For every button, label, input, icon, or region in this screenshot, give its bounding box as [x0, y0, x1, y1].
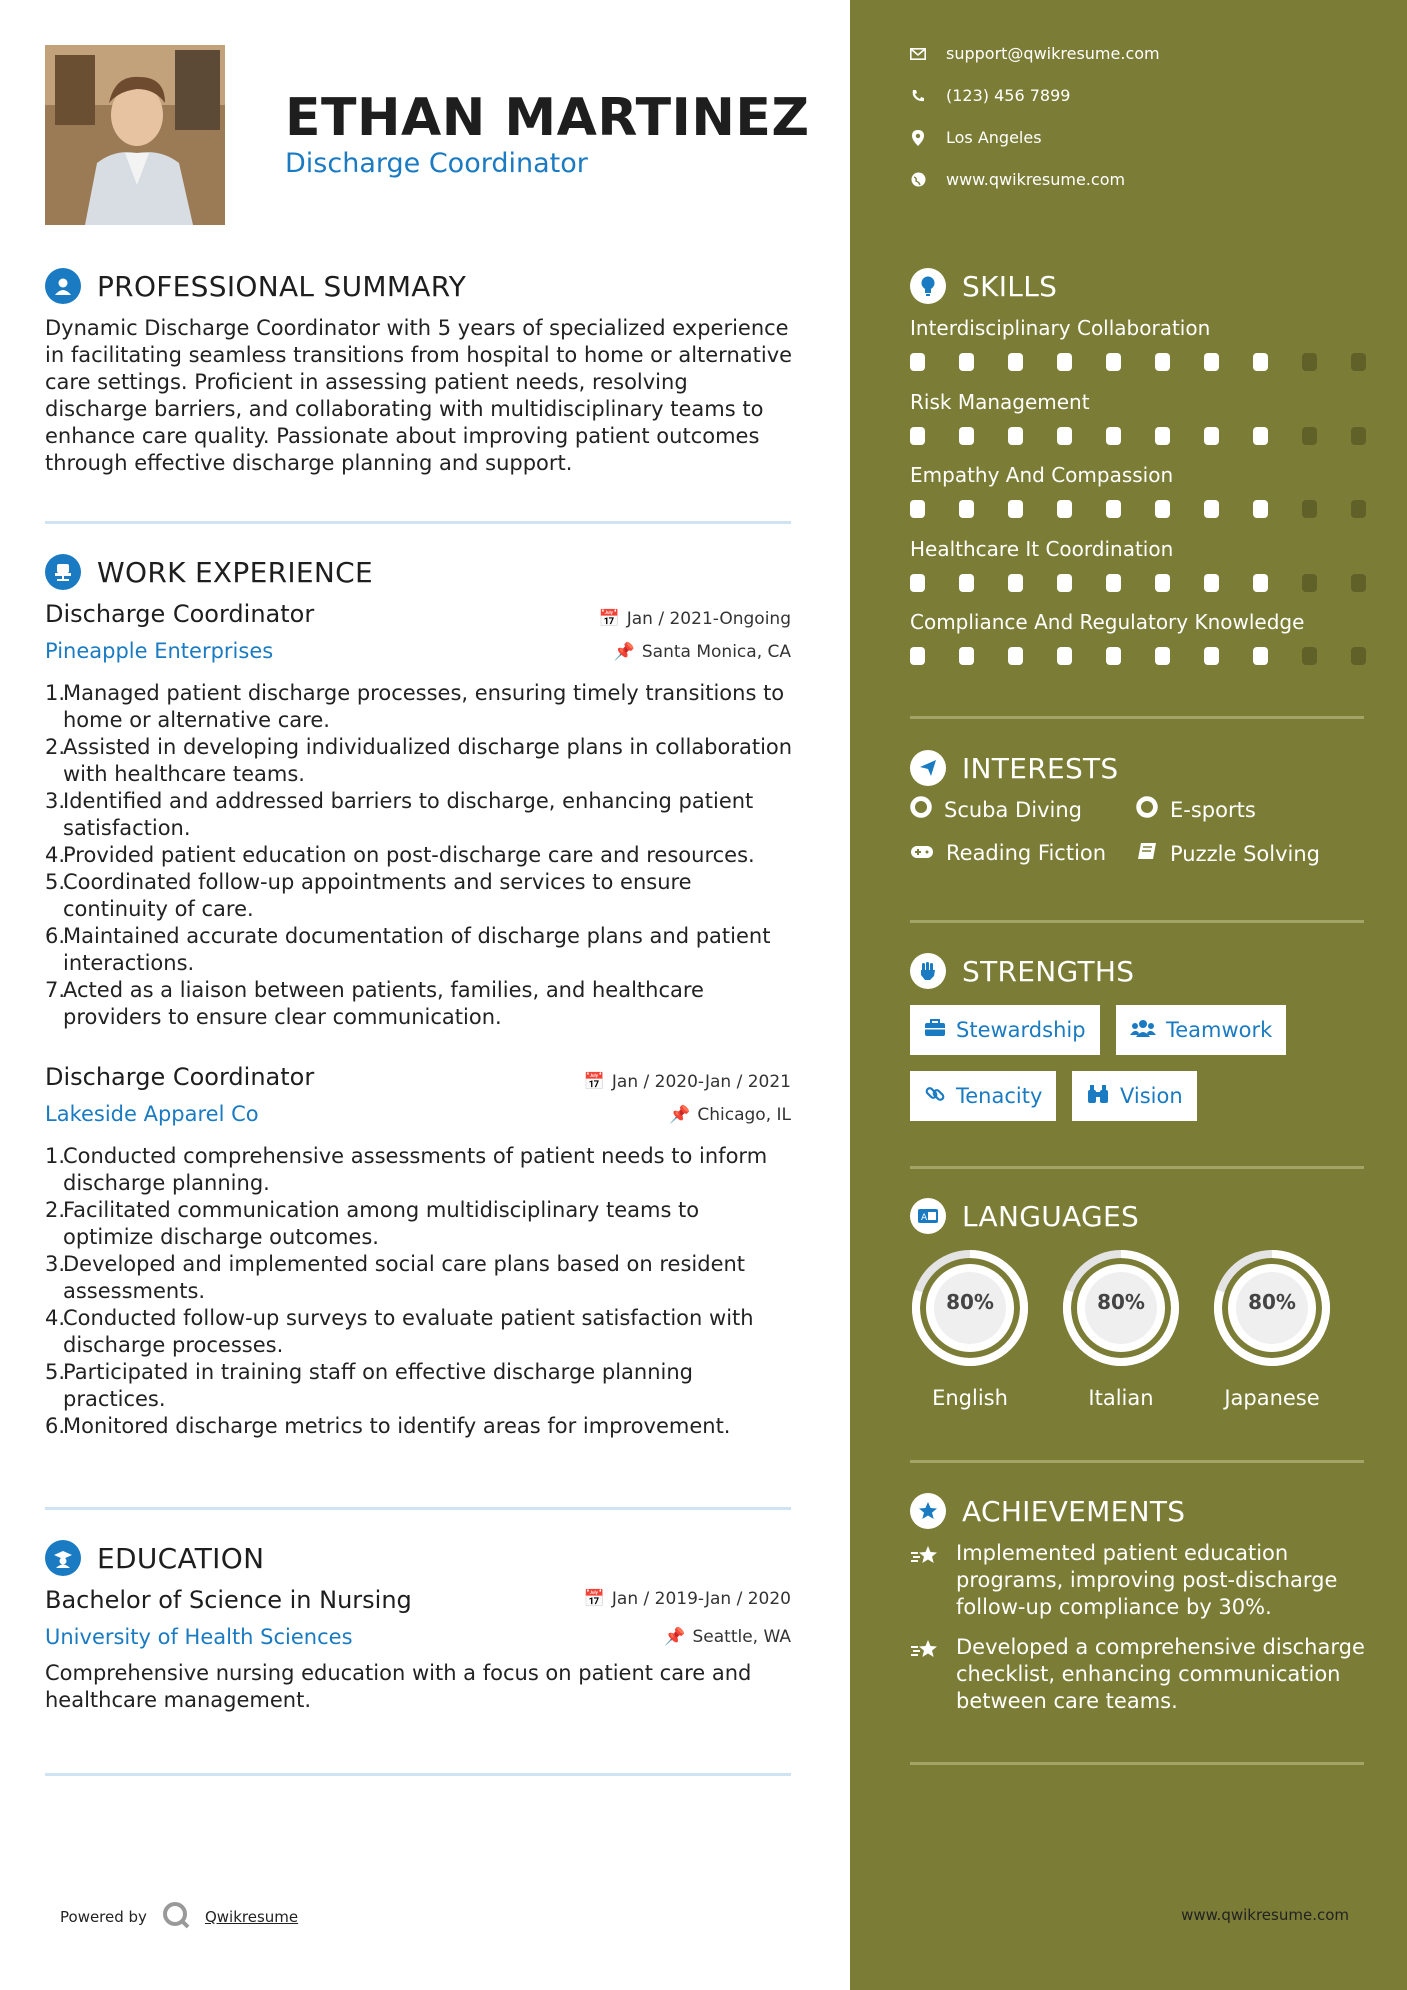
list-text: Developed and implemented social care plans based on resident assessments.	[63, 1252, 746, 1303]
rating-dot-empty	[1351, 574, 1366, 592]
list-text: Assisted in developing individualized discharge plans in collaboration with healthcare teams.	[63, 735, 793, 786]
list-text: Managed patient discharge processes, ensuring timely transitions to home or alternative care.	[63, 681, 785, 732]
language-item	[908, 1246, 1032, 1410]
rating-dot-filled	[1204, 574, 1219, 592]
rating-dot-filled	[959, 353, 974, 371]
rating-dot-filled	[1106, 500, 1121, 518]
strength-chip: Vision	[1072, 1071, 1197, 1121]
rating-dot-filled	[1057, 574, 1072, 592]
rating-dot-filled	[1204, 500, 1219, 518]
strength-chip: Tenacity	[910, 1071, 1056, 1121]
translate-icon	[910, 1198, 946, 1234]
interest-item: E-sports	[1136, 796, 1256, 823]
list-number: 3.	[45, 789, 66, 813]
rating-dot-filled	[1155, 427, 1170, 445]
list-number: 4.	[45, 843, 66, 867]
rating-dot-filled	[1057, 427, 1072, 445]
education-description: Comprehensive nursing education with a focus on patient care and healthcare management.	[45, 1661, 752, 1712]
rating-dot-filled	[1253, 647, 1268, 665]
rating-dot-filled	[1204, 353, 1219, 371]
rating-dot-empty	[1302, 427, 1317, 445]
rating-dot-filled	[1204, 647, 1219, 665]
list-item	[45, 788, 795, 842]
phone-icon	[910, 89, 926, 103]
job-duties	[45, 680, 795, 1031]
job-dates: 📅 Jan / 2020-Jan / 2021	[583, 1072, 791, 1092]
rating-dot-filled	[1008, 353, 1023, 371]
rating-dot-filled	[1057, 647, 1072, 665]
rating-dot-filled	[910, 574, 925, 592]
pin-icon: 📌	[664, 1627, 686, 1647]
contact-website[interactable]: www.qwikresume.com	[910, 170, 1125, 189]
interests-title: INTERESTS	[962, 751, 1119, 785]
section-divider	[910, 1166, 1364, 1169]
section-divider	[910, 920, 1364, 923]
section-divider	[910, 1460, 1364, 1463]
strength-chip: Teamwork	[1116, 1005, 1286, 1055]
job-title: Discharge Coordinator	[45, 1063, 315, 1091]
rating-dot-empty	[1302, 647, 1317, 665]
languages-heading	[910, 1198, 1139, 1234]
calendar-icon: 📅	[598, 609, 620, 629]
education-title: EDUCATION	[97, 1541, 265, 1575]
qwikresume-link[interactable]: Qwikresume	[204, 1908, 299, 1926]
list-text: Monitored discharge metrics to identify areas for improvement.	[63, 1414, 731, 1438]
rating-dot-empty	[1351, 647, 1366, 665]
list-text: Coordinated follow-up appointments and services to ensure continuity of care.	[63, 870, 692, 921]
list-item	[45, 869, 795, 923]
rating-dot-empty	[1302, 353, 1317, 371]
skill-name: Risk Management	[910, 389, 1090, 414]
section-divider	[45, 1507, 791, 1510]
achievement-item: Implemented patient education programs, improving post-discharge follow-up compliance by 30%.	[910, 1540, 1370, 1621]
education-dates: 📅 Jan / 2019-Jan / 2020	[583, 1589, 791, 1609]
globe-icon	[910, 172, 926, 187]
summary-heading	[45, 268, 466, 304]
list-number: 5.	[45, 1360, 66, 1384]
rating-dot-filled	[1106, 427, 1121, 445]
achievements-title: ACHIEVEMENTS	[962, 1494, 1186, 1528]
rating-dot-filled	[1204, 427, 1219, 445]
list-item	[45, 1413, 795, 1440]
binoculars-icon	[1086, 1084, 1110, 1109]
rating-dot-filled	[1008, 647, 1023, 665]
skill-rating	[910, 500, 1366, 518]
svg-text:A: A	[921, 1213, 928, 1223]
language-name: English	[932, 1386, 1008, 1410]
strengths-title: STRENGTHS	[962, 954, 1135, 988]
rating-dot-filled	[1253, 574, 1268, 592]
rating-dot-filled	[959, 500, 974, 518]
qwikresume-logo-icon	[161, 1900, 191, 1934]
section-divider	[45, 1773, 791, 1776]
skill-rating	[910, 427, 1366, 445]
job-company: Pineapple Enterprises	[45, 639, 274, 663]
rating-dot-filled	[910, 427, 925, 445]
skills-title: SKILLS	[962, 269, 1058, 303]
skill-name: Healthcare It Coordination	[910, 536, 1174, 561]
footer-website[interactable]: www.qwikresume.com	[1181, 1906, 1349, 1924]
fist-icon	[910, 953, 946, 989]
lifebuoy-icon	[910, 796, 932, 823]
briefcase-icon	[924, 1018, 946, 1042]
job-title: Discharge Coordinator	[45, 600, 315, 628]
job-location: 📌 Santa Monica, CA	[613, 642, 791, 662]
envelope-icon	[910, 48, 926, 60]
candidate-role: Discharge Coordinator	[285, 148, 588, 179]
contact-phone: (123) 456 7899	[910, 86, 1070, 105]
map-pin-icon	[910, 130, 926, 146]
job-location: 📌 Chicago, IL	[669, 1105, 791, 1125]
list-item	[45, 977, 795, 1031]
list-number: 5.	[45, 870, 66, 894]
list-number: 4.	[45, 1306, 66, 1330]
skill-name: Interdisciplinary Collaboration	[910, 316, 1211, 340]
language-item	[1210, 1246, 1334, 1410]
list-item	[45, 1305, 795, 1359]
rating-dot-filled	[910, 500, 925, 518]
education-location: 📌 Seattle, WA	[664, 1627, 791, 1647]
school-name: University of Health Sciences	[45, 1625, 353, 1649]
experience-heading	[45, 554, 373, 590]
rating-dot-filled	[910, 353, 925, 371]
list-number: 3.	[45, 1252, 66, 1276]
list-number: 2.	[45, 1198, 66, 1222]
list-item	[45, 680, 795, 734]
link-icon	[924, 1083, 946, 1110]
pin-icon: 📌	[613, 642, 635, 662]
graduate-icon	[45, 1540, 81, 1576]
language-percent: 80%	[946, 1290, 994, 1314]
rating-dot-empty	[1302, 574, 1317, 592]
lightbulb-icon	[910, 268, 946, 304]
skill-rating	[910, 647, 1366, 665]
list-text: Identified and addressed barriers to discharge, enhancing patient satisfaction.	[63, 789, 754, 840]
language-name: Italian	[1088, 1386, 1154, 1410]
rating-dot-empty	[1351, 427, 1366, 445]
rating-dot-filled	[1253, 353, 1268, 371]
list-text: Participated in training staff on effective discharge planning practices.	[63, 1360, 693, 1411]
rating-dot-filled	[1106, 353, 1121, 371]
list-number: 2.	[45, 735, 66, 759]
list-text: Conducted comprehensive assessments of patient needs to inform discharge planning.	[63, 1144, 768, 1195]
rating-dot-filled	[959, 427, 974, 445]
list-item	[45, 1359, 795, 1413]
skill-rating	[910, 353, 1366, 371]
skill-name: Compliance And Regulatory Knowledge	[910, 610, 1305, 634]
skills-heading	[910, 268, 1057, 304]
job-dates: 📅 Jan / 2021-Ongoing	[598, 609, 791, 629]
list-text: Acted as a liaison between patients, families, and healthcare providers to ensure clear communication.	[63, 978, 704, 1029]
section-divider	[45, 521, 791, 524]
list-item	[45, 842, 795, 869]
star-badge-icon	[910, 1493, 946, 1529]
list-number: 1.	[45, 1144, 66, 1168]
list-item	[45, 1197, 795, 1251]
language-item	[1059, 1246, 1183, 1410]
interest-item: Scuba Diving	[910, 796, 1082, 823]
rating-dot-filled	[1253, 500, 1268, 518]
rating-dot-filled	[1155, 353, 1170, 371]
profile-photo	[45, 45, 225, 225]
calendar-icon: 📅	[583, 1589, 605, 1609]
users-icon	[1130, 1018, 1156, 1042]
job-company: Lakeside Apparel Co	[45, 1102, 259, 1126]
list-item	[45, 1251, 795, 1305]
experience-title: WORK EXPERIENCE	[97, 555, 373, 589]
gamepad-icon	[910, 841, 934, 865]
rating-dot-filled	[1253, 427, 1268, 445]
list-text: Conducted follow-up surveys to evaluate patient satisfaction with discharge processes.	[63, 1306, 754, 1357]
interests-heading	[910, 750, 1119, 786]
rating-dot-filled	[959, 574, 974, 592]
rating-dot-filled	[1155, 647, 1170, 665]
list-item	[45, 734, 795, 788]
rating-dot-filled	[1155, 574, 1170, 592]
powered-by: Powered by Qwikresume	[60, 1900, 298, 1934]
calendar-icon: 📅	[583, 1072, 605, 1092]
list-item	[45, 1143, 795, 1197]
pin-icon: 📌	[669, 1105, 691, 1125]
interest-item: Puzzle Solving	[1136, 841, 1320, 866]
rating-dot-empty	[1351, 500, 1366, 518]
list-text: Maintained accurate documentation of discharge plans and patient interactions.	[63, 924, 771, 975]
degree-title: Bachelor of Science in Nursing	[45, 1586, 412, 1614]
language-name: Japanese	[1224, 1386, 1320, 1410]
achievement-item: Developed a comprehensive discharge checklist, enhancing communication between care teams.	[910, 1634, 1370, 1715]
list-number: 6.	[45, 924, 66, 948]
rating-dot-filled	[1155, 500, 1170, 518]
summary-text: Dynamic Discharge Coordinator with 5 years of specialized experience in facilitating seamless transitions from hospital to home or alternative care settings. Proficient in assessing patient needs, resolving discharge barriers, and collaborating with multidisciplinary teams to enhance care quality. Passionate about improving patient outcomes through effective discharge planning and support.	[45, 316, 793, 475]
list-item	[45, 923, 795, 977]
section-divider	[910, 1762, 1364, 1765]
book-icon	[1136, 841, 1158, 866]
section-divider	[910, 716, 1364, 719]
language-percent: 80%	[1248, 1290, 1296, 1314]
rating-dot-filled	[1106, 647, 1121, 665]
user-icon	[45, 268, 81, 304]
rating-dot-filled	[1057, 353, 1072, 371]
education-heading	[45, 1540, 264, 1576]
candidate-name: ETHAN MARTINEZ	[285, 88, 810, 148]
achievements-heading	[910, 1493, 1185, 1529]
list-number: 7.	[45, 978, 66, 1002]
lifebuoy-icon	[1136, 796, 1158, 823]
job-duties	[45, 1143, 795, 1440]
paper-plane-icon	[910, 750, 946, 786]
list-text: Facilitated communication among multidisciplinary teams to optimize discharge outcomes.	[63, 1198, 700, 1249]
rating-dot-filled	[1008, 574, 1023, 592]
list-number: 1.	[45, 681, 66, 705]
strengths-heading	[910, 953, 1134, 989]
interest-item: Reading Fiction	[910, 841, 1106, 865]
rating-dot-filled	[1106, 574, 1121, 592]
contact-email[interactable]: support@qwikresume.com	[910, 44, 1160, 63]
strength-chip: Stewardship	[910, 1005, 1100, 1055]
star-speed-icon	[910, 1540, 942, 1621]
list-number: 6.	[45, 1414, 66, 1438]
languages-title: LANGUAGES	[962, 1199, 1140, 1233]
language-percent: 80%	[1097, 1290, 1145, 1314]
contact-location: Los Angeles	[910, 128, 1042, 147]
rating-dot-empty	[1351, 353, 1366, 371]
rating-dot-filled	[1057, 500, 1072, 518]
skill-rating	[910, 574, 1366, 592]
rating-dot-filled	[1008, 427, 1023, 445]
star-speed-icon	[910, 1634, 942, 1715]
chair-icon	[45, 554, 81, 590]
skill-name: Empathy And Compassion	[910, 463, 1174, 487]
summary-title: PROFESSIONAL SUMMARY	[97, 269, 467, 303]
rating-dot-filled	[959, 647, 974, 665]
rating-dot-filled	[910, 647, 925, 665]
rating-dot-filled	[1008, 500, 1023, 518]
list-text: Provided patient education on post-discharge care and resources.	[63, 843, 755, 867]
rating-dot-empty	[1302, 500, 1317, 518]
